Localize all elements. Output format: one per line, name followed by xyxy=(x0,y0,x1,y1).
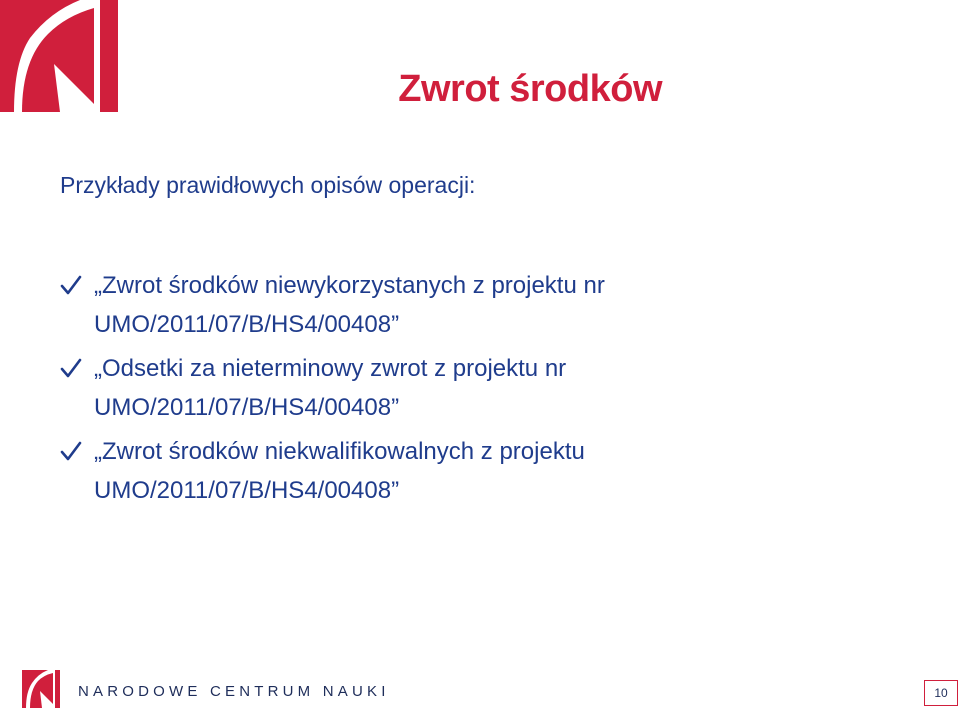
bullet-list xyxy=(60,266,740,515)
page-number: 10 xyxy=(924,680,958,706)
ncn-logo-icon xyxy=(0,0,118,112)
ncn-logo-small-icon xyxy=(22,670,60,708)
list-item-text: „Zwrot środków niewykorzystanych z projektu nr xyxy=(94,272,605,299)
list-item-text: UMO/2011/07/B/HS4/00408” xyxy=(94,311,400,338)
page-title: Zwrot środków xyxy=(398,68,662,110)
list-item xyxy=(60,349,740,427)
list-item-text: „Odsetki za nieterminowy zwrot z projektu nr xyxy=(94,355,567,382)
list-item xyxy=(60,432,740,510)
list-item xyxy=(60,266,740,344)
subtitle: Przykłady prawidłowych opisów operacji: xyxy=(60,172,476,198)
checkmark-icon xyxy=(60,357,82,379)
checkmark-icon xyxy=(60,274,82,296)
list-item-text: UMO/2011/07/B/HS4/00408” xyxy=(94,477,400,504)
checkmark-icon xyxy=(60,440,82,462)
organization-name: NARODOWE CENTRUM NAUKI xyxy=(78,683,390,700)
list-item-text: UMO/2011/07/B/HS4/00408” xyxy=(94,394,400,421)
list-item-text: „Zwrot środków niekwalifikowalnych z projektu xyxy=(94,438,585,465)
